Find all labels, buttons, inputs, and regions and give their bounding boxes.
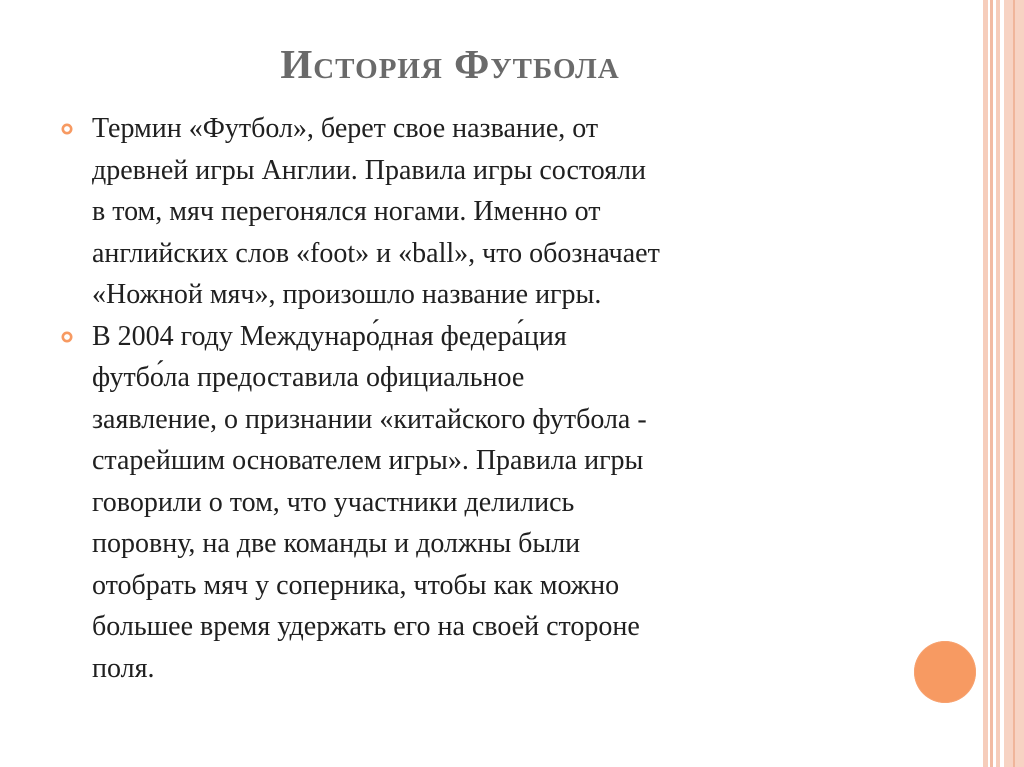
border-stripe xyxy=(1013,0,1015,767)
paragraph-line: В 2004 году Междунаро́дная федера́ция xyxy=(92,320,567,352)
paragraph-line: футбо́ла предоставила официальное xyxy=(92,362,525,393)
bullet-paragraph-1 xyxy=(60,108,890,316)
slide-title xyxy=(0,40,900,88)
ring-bullet-icon xyxy=(60,108,74,149)
ring-bullet-icon xyxy=(60,316,74,357)
paragraph-line: в том, мяч перегонялся ногами. Именно от xyxy=(92,196,601,227)
slide-title-text: История Футбола xyxy=(280,41,620,87)
slide-body xyxy=(60,108,890,689)
border-stripe xyxy=(990,0,993,767)
border-stripe xyxy=(983,0,988,767)
paragraph-line: заявление, о признании «китайского футбола - xyxy=(92,403,647,435)
border-stripe xyxy=(996,0,1000,767)
paragraph-line: большее время удержать его на своей стороне xyxy=(92,611,640,642)
paragraph-line: английских слов «foot» и «ball», что обозначает xyxy=(92,237,660,269)
paragraph-line: поровну, на две команды и должны были xyxy=(92,528,581,559)
decorative-circle xyxy=(914,641,976,703)
paragraph-line: Термин «Футбол», берет свое название, от xyxy=(92,113,599,144)
paragraph-line: говорили о том, что участники делились xyxy=(92,486,575,518)
paragraph-line: отобрать мяч у соперника, чтобы как можно xyxy=(92,569,620,601)
paragraph-line: старейшим основателем игры». Правила игры xyxy=(92,445,644,476)
paragraph-line: «Ножной мяч», произошло название игры. xyxy=(92,279,602,310)
bullet-paragraph-2 xyxy=(60,316,890,690)
paragraph-line: древней игры Англии. Правила игры состояли xyxy=(92,154,647,186)
paragraph-line: поля. xyxy=(92,652,155,684)
